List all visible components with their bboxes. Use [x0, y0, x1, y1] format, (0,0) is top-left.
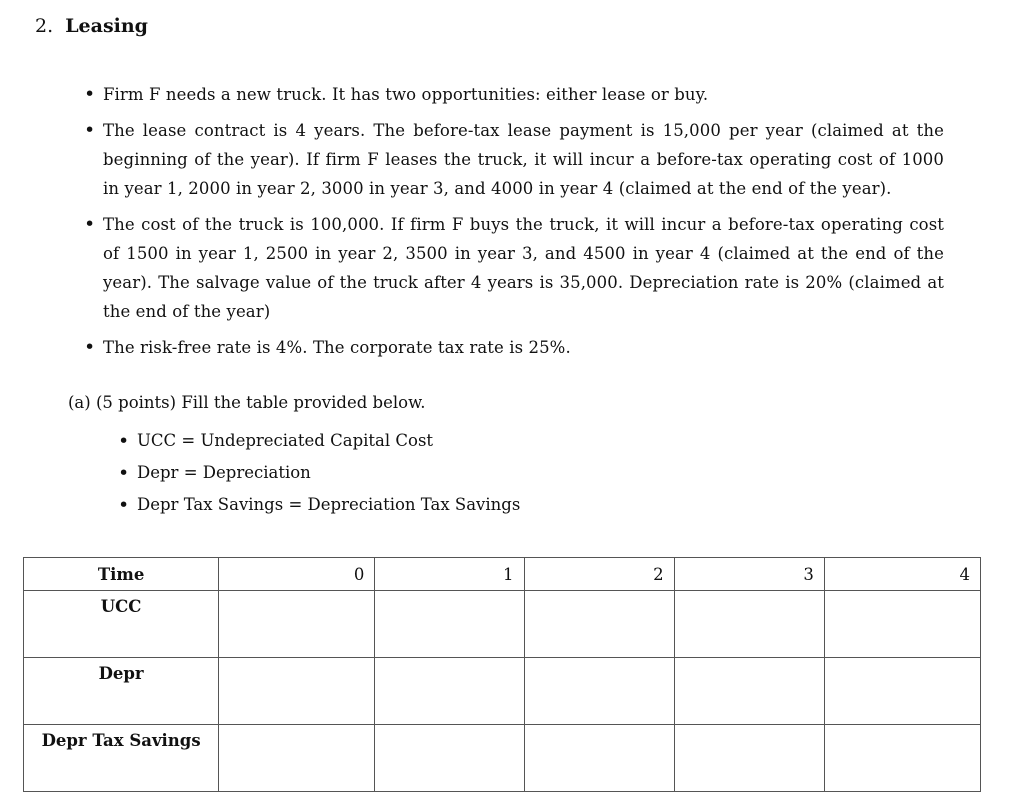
tax-savings-cell-1[interactable]: [375, 725, 524, 792]
section-heading: [35, 15, 148, 37]
table-header-row: [24, 558, 981, 591]
section-number: 2.: [35, 15, 54, 37]
bullet-item: • The lease contract is 4 years. The before-tax lease payment is 15,000 per year (claimed at the beginning of the year). If firm F leases the truck, it will incur a before-tax operating cost of 1000 in year 1, 2000 in year 2, 3000 in year 3, and 4000 in year 4 (claimed at the end of the year).: [84, 116, 944, 203]
tax-savings-cell-0[interactable]: [219, 725, 375, 792]
ucc-cell-2[interactable]: [524, 591, 674, 658]
tax-savings-cell-2[interactable]: [524, 725, 674, 792]
depr-cell-4[interactable]: [824, 658, 980, 725]
time-col-0: 0: [219, 558, 375, 591]
ucc-cell-1[interactable]: [375, 591, 524, 658]
row-label-ucc: UCC: [24, 591, 219, 658]
time-header: Time: [24, 558, 219, 591]
depr-cell-2[interactable]: [524, 658, 674, 725]
ucc-table: [23, 557, 981, 792]
table-row: [24, 591, 981, 658]
tax-savings-cell-4[interactable]: [824, 725, 980, 792]
depr-cell-3[interactable]: [674, 658, 824, 725]
time-col-2: 2: [524, 558, 674, 591]
row-label-depr: Depr: [24, 658, 219, 725]
table-row: [24, 725, 981, 792]
time-col-4: 4: [824, 558, 980, 591]
time-col-1: 1: [375, 558, 524, 591]
bullet-item: • The risk-free rate is 4%. The corporate tax rate is 25%.: [84, 333, 944, 362]
time-col-3: 3: [674, 558, 824, 591]
problem-bullets: [84, 80, 944, 369]
depr-cell-0[interactable]: [219, 658, 375, 725]
section-title: Leasing: [65, 15, 148, 37]
part-a-label: (a) (5 points) Fill the table provided below.: [68, 393, 426, 412]
depr-cell-1[interactable]: [375, 658, 524, 725]
ucc-cell-0[interactable]: [219, 591, 375, 658]
definition-item: • Depr = Depreciation: [118, 457, 520, 489]
ucc-cell-3[interactable]: [674, 591, 824, 658]
definition-item: • Depr Tax Savings = Depreciation Tax Savings: [118, 489, 520, 521]
tax-savings-cell-3[interactable]: [674, 725, 824, 792]
bullet-item: • Firm F needs a new truck. It has two opportunities: either lease or buy.: [84, 80, 944, 109]
definition-list: [118, 425, 520, 521]
row-label-depr-tax-savings: Depr Tax Savings: [24, 725, 219, 792]
table-row: [24, 658, 981, 725]
bullet-item: • The cost of the truck is 100,000. If firm F buys the truck, it will incur a before-tax operating cost of 1500 in year 1, 2500 in year 2, 3500 in year 3, and 4500 in year 4 (claimed at the end of the year). The salvage value of the truck after 4 years is 35,000. Depreciation rate is 20% (claimed at the end of the year): [84, 210, 944, 326]
ucc-cell-4[interactable]: [824, 591, 980, 658]
definition-item: • UCC = Undepreciated Capital Cost: [118, 425, 520, 457]
